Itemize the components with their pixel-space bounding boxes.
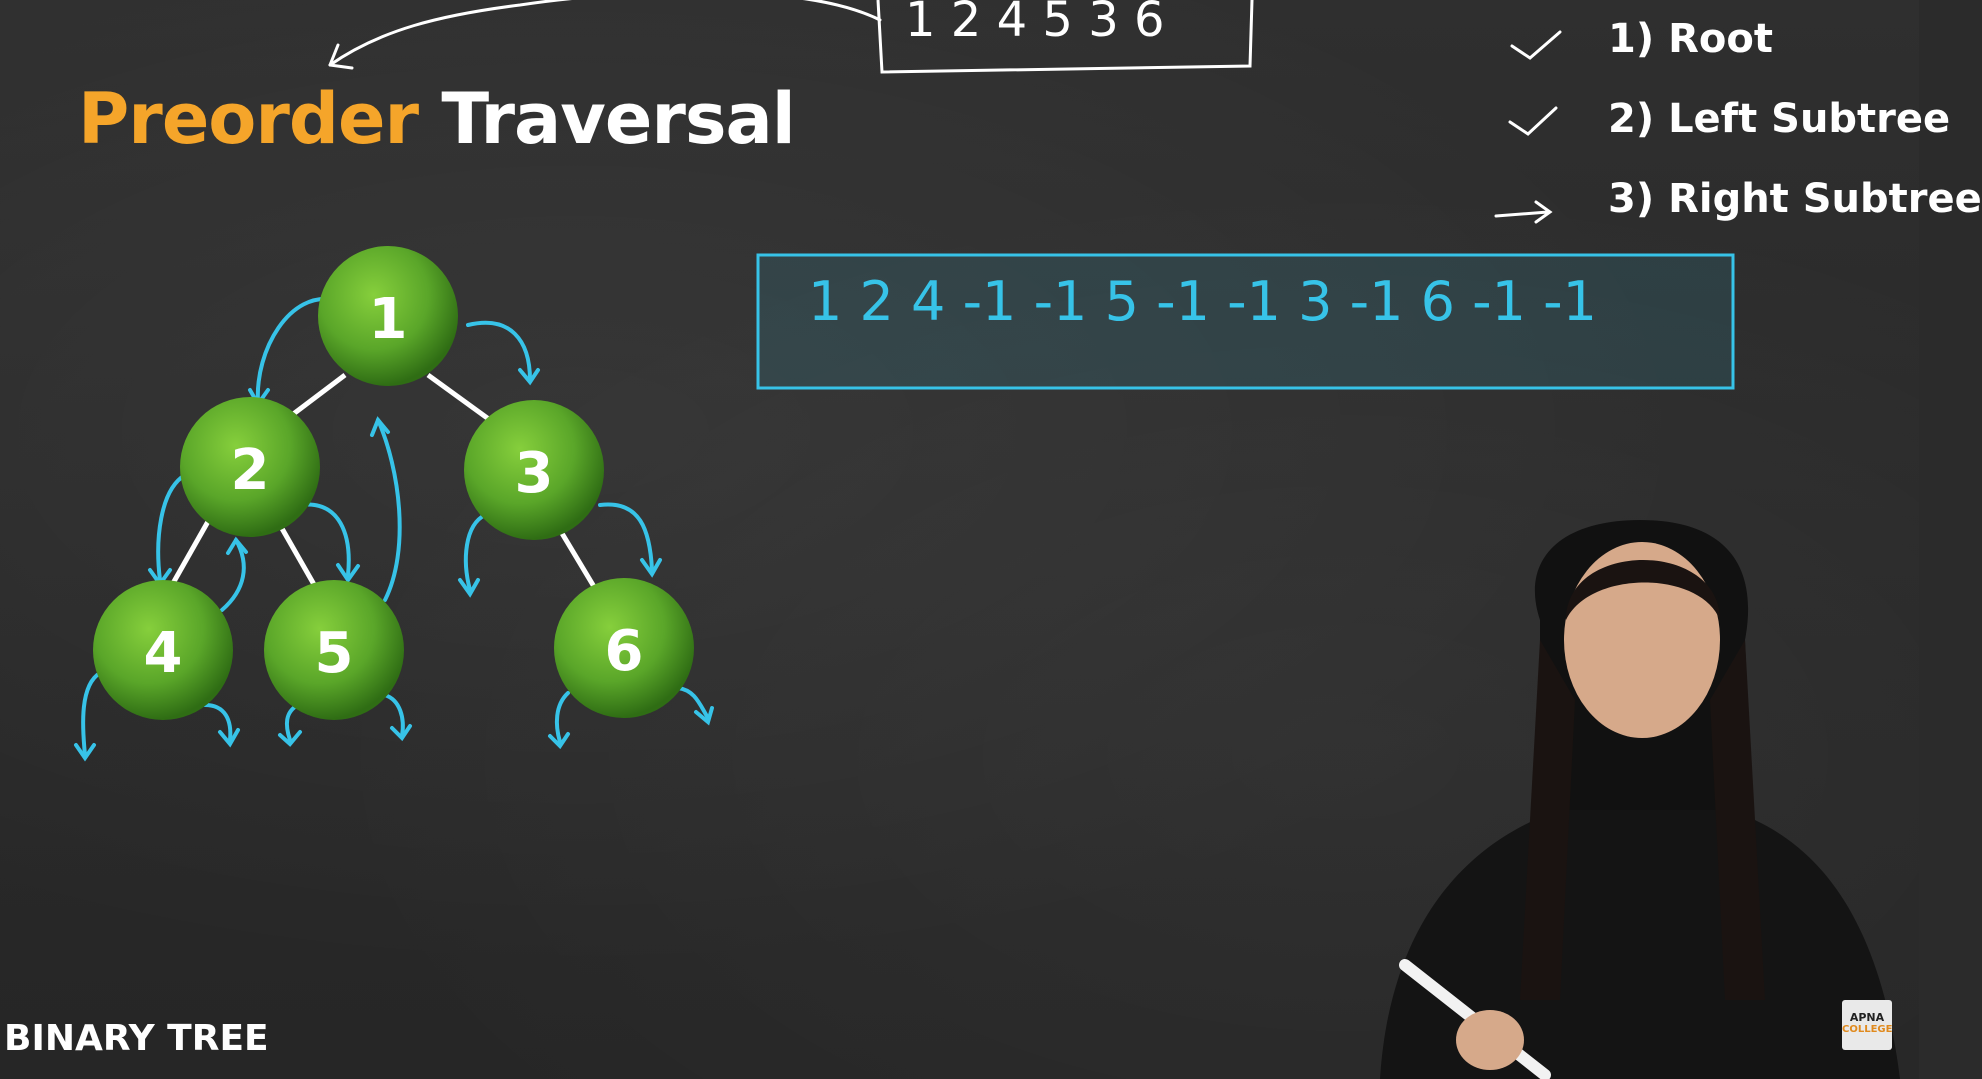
step-1	[1608, 16, 1773, 62]
title-accent-word: Preorder	[78, 78, 419, 160]
tree-node-2	[180, 397, 320, 537]
step-number: 2)	[1608, 96, 1655, 142]
logo-line2: COLLEGE	[1842, 1024, 1893, 1035]
step-number: 1)	[1608, 16, 1655, 62]
step-2	[1608, 96, 1950, 142]
svg-text:4: 4	[143, 621, 183, 686]
channel-logo	[1842, 1000, 1892, 1050]
svg-text:1: 1	[368, 287, 408, 352]
step-3	[1608, 176, 1982, 222]
tree-node-1	[318, 246, 458, 386]
svg-text:6: 6	[604, 619, 644, 684]
svg-text:3: 3	[514, 441, 554, 506]
check-icon	[1510, 108, 1556, 134]
tree-node-3	[464, 400, 604, 540]
tree-node-5	[264, 580, 404, 720]
sequence-box-text: 1 2 4 -1 -1 5 -1 -1 3 -1 6 -1 -1	[808, 270, 1598, 333]
presenter	[1380, 520, 1900, 1079]
step-label: Left Subtree	[1668, 96, 1951, 142]
topic-label: BINARY TREE	[4, 1018, 269, 1059]
logo-line1: APNA	[1849, 1011, 1885, 1024]
step-number: 3)	[1608, 176, 1655, 222]
title-plain-word: Traversal	[441, 78, 795, 160]
tree-node-4	[93, 580, 233, 720]
step-label: Root	[1668, 16, 1773, 62]
step-label: Right Subtree	[1668, 176, 1982, 222]
check-icon	[1512, 32, 1560, 58]
svg-text:5: 5	[314, 621, 354, 686]
svg-text:2: 2	[230, 438, 270, 503]
page-title	[78, 78, 795, 160]
tree-node-6	[554, 578, 694, 718]
arrow-right-icon	[1496, 202, 1550, 222]
curved-arrow-icon	[330, 0, 880, 65]
top-sequence-text: 1 2 4 5 3 6	[905, 0, 1165, 48]
